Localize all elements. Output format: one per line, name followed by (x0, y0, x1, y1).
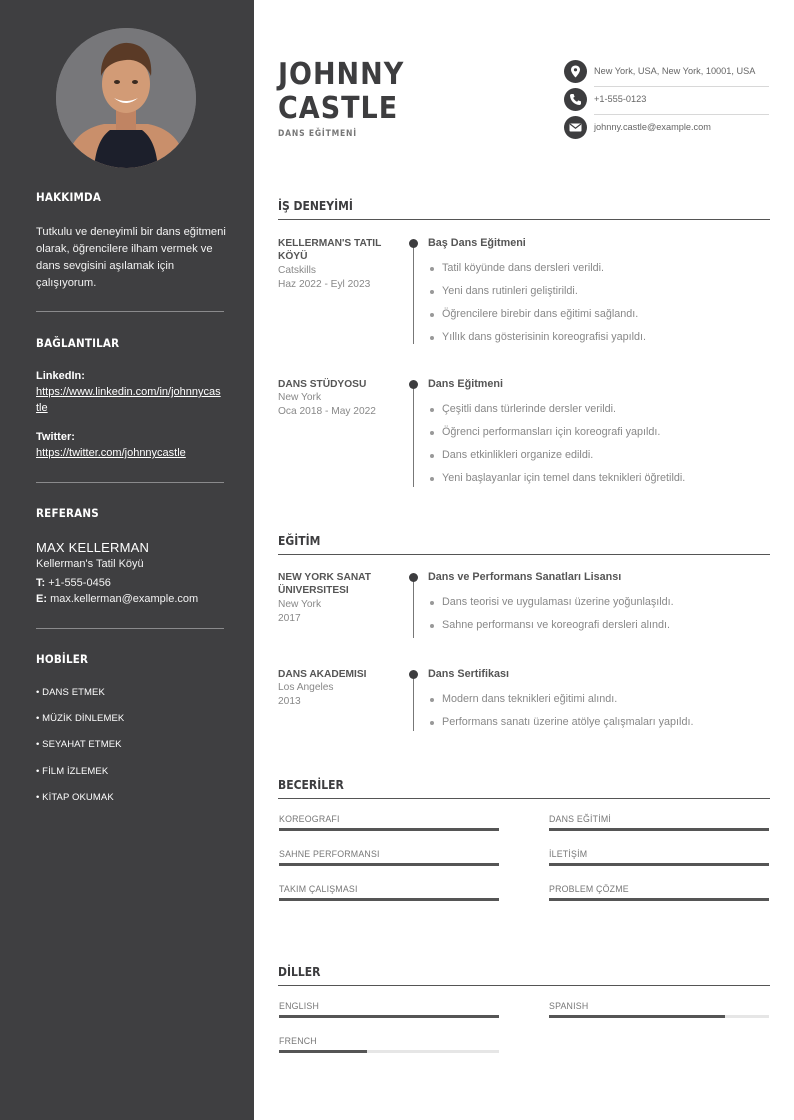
timeline-line (413, 576, 414, 638)
education-org: DANS AKADEMISI (278, 669, 367, 680)
language-bar (549, 1015, 769, 1018)
skill-bar-fill (279, 828, 499, 831)
skill-label: TAKIM ÇALIŞMASI (279, 884, 358, 894)
experience-bullet: Yeni başlayanlar için temel dans teknikleri öğretildi. (442, 472, 686, 484)
education-location: Los Angeles (278, 682, 334, 693)
language-label: FRENCH (279, 1036, 317, 1046)
contact-email (564, 116, 769, 142)
about-title: HAKKIMDA (36, 190, 102, 204)
hobby-item: • DANS ETMEK (36, 687, 105, 698)
education-dates: 2013 (278, 696, 301, 707)
skill-bar (549, 898, 769, 901)
education-degree: Dans ve Performans Sanatları Lisansı (428, 571, 622, 583)
experience-bullet: Yeni dans rutinleri geliştirildi. (442, 285, 578, 297)
education-degree: Dans Sertifikası (428, 668, 510, 680)
divider (36, 628, 224, 629)
contact-phone (564, 88, 769, 114)
education-bullet: Performans sanatı üzerine atölye çalışmaları yapıldı. (442, 716, 694, 728)
experience-dates: Oca 2018 - May 2022 (278, 406, 376, 417)
skill-bar-fill (549, 828, 769, 831)
email-text: johnny.castle@example.com (594, 122, 711, 132)
section-rule (278, 554, 770, 555)
skill-bar-fill (279, 898, 499, 901)
address-text: New York, USA, New York, 10001, USA (594, 66, 756, 76)
linkedin-link[interactable]: https://www.linkedin.com/in/johnnycastle (36, 386, 221, 414)
divider (594, 86, 769, 87)
skill-bar (549, 863, 769, 866)
skill-bar (279, 863, 499, 866)
language-bar-fill (279, 1015, 499, 1018)
section-rule (278, 219, 770, 220)
education-bullet: Sahne performansı ve koreografi dersleri alındı. (442, 619, 671, 631)
experience-title: İŞ DENEYİMİ (278, 199, 353, 213)
mail-icon (564, 116, 587, 139)
map-pin-icon (564, 60, 587, 83)
reference-company: Kellerman's Tatil Köyü (36, 558, 144, 570)
timeline-dot (409, 573, 418, 582)
language-bar-fill (279, 1050, 367, 1053)
timeline-dot (409, 670, 418, 679)
experience-dates: Haz 2022 - Eyl 2023 (278, 279, 371, 290)
language-label: ENGLISH (279, 1001, 320, 1011)
experience-bullet: Çeşitli dans türlerinde dersler verildi. (442, 403, 617, 415)
reference-title: REFERANS (36, 506, 99, 520)
experience-location: Catskills (278, 265, 316, 276)
education-title: EĞİTİM (278, 534, 321, 548)
experience-bullet: Öğrenci performansları için koreografi yapıldı. (442, 426, 661, 438)
reference-phone (36, 577, 111, 589)
skill-label: PROBLEM ÇÖZME (549, 884, 629, 894)
twitter-label: Twitter: (36, 431, 75, 443)
phone-text: +1-555-0123 (594, 94, 647, 104)
experience-bullet: Yıllık dans gösterisinin koreografisi yapıldı. (442, 331, 647, 343)
language-bar (279, 1050, 499, 1053)
skill-bar (279, 828, 499, 831)
skill-bar-fill (549, 863, 769, 866)
timeline-line (413, 673, 414, 731)
divider (36, 482, 224, 483)
phone-icon (564, 88, 587, 111)
hobby-item: • FİLM İZLEMEK (36, 766, 109, 777)
skill-label: İLETİŞİM (549, 849, 588, 859)
education-bullet: Dans teorisi ve uygulaması üzerine yoğunlaşıldı. (442, 596, 674, 608)
experience-bullet: Tatil köyünde dans dersleri verildi. (442, 262, 605, 274)
timeline-line (413, 242, 414, 344)
reference-phone-label: T: (36, 577, 46, 589)
timeline-line (413, 383, 414, 487)
reference-email-label: E: (36, 593, 47, 605)
divider (36, 311, 224, 312)
contact-address (564, 60, 769, 86)
experience-position: Baş Dans Eğitmeni (428, 237, 526, 249)
experience-org: DANS STÜDYOSU (278, 379, 367, 390)
experience-bullet: Öğrencilere birebir dans eğitimi sağlandı. (442, 308, 639, 320)
reference-name: MAX KELLERMAN (36, 540, 150, 555)
timeline-dot (409, 380, 418, 389)
hobby-item: • SEYAHAT ETMEK (36, 739, 122, 750)
section-rule (278, 798, 770, 799)
hobbies-title: HOBİLER (36, 652, 89, 666)
skill-label: KOREOGRAFI (279, 814, 340, 824)
skill-bar-fill (279, 863, 499, 866)
language-bar-fill (549, 1015, 725, 1018)
skill-bar (279, 898, 499, 901)
divider (594, 114, 769, 115)
last-name: CASTLE (278, 91, 399, 126)
education-location: New York (278, 599, 322, 610)
skill-label: DANS EĞİTİMİ (549, 814, 612, 824)
education-org: NEW YORK SANAT ÜNIVERSITESI (278, 572, 372, 596)
experience-org: KELLERMAN'S TATIL KÖYÜ (278, 238, 382, 262)
hobby-item: • KİTAP OKUMAK (36, 792, 114, 803)
section-rule (278, 985, 770, 986)
experience-position: Dans Eğitmeni (428, 378, 503, 390)
skill-bar (549, 828, 769, 831)
skill-bar-fill (549, 898, 769, 901)
reference-email-value: max.kellerman@example.com (50, 593, 199, 605)
linkedin-label: LinkedIn: (36, 370, 85, 382)
skill-label: SAHNE PERFORMANSI (279, 849, 380, 859)
first-name: JOHNNY (278, 57, 405, 92)
about-text: Tutkulu ve deneyimli bir dans eğitmeni olarak, öğrencilere ilham vermek ve dans sevgisini aşılamak için çalışıyorum. (36, 226, 226, 289)
education-dates: 2017 (278, 613, 301, 624)
twitter-link[interactable]: https://twitter.com/johnnycastle (36, 447, 186, 459)
experience-location: New York (278, 392, 322, 403)
hobby-item: • MÜZİK DİNLEMEK (36, 713, 125, 724)
languages-title: DİLLER (278, 965, 321, 979)
reference-phone-value: +1-555-0456 (48, 577, 111, 589)
job-title: DANS EĞİTMENİ (278, 129, 357, 139)
experience-bullet: Dans etkinlikleri organize edildi. (442, 449, 594, 461)
language-label: SPANISH (549, 1001, 589, 1011)
skills-title: BECERİLER (278, 778, 344, 792)
reference-email (36, 593, 198, 605)
profile-photo (56, 28, 196, 168)
language-bar (279, 1015, 499, 1018)
education-bullet: Modern dans teknikleri eğitimi alındı. (442, 693, 618, 705)
timeline-dot (409, 239, 418, 248)
links-title: BAĞLANTILAR (36, 336, 120, 350)
sidebar (0, 0, 254, 1120)
